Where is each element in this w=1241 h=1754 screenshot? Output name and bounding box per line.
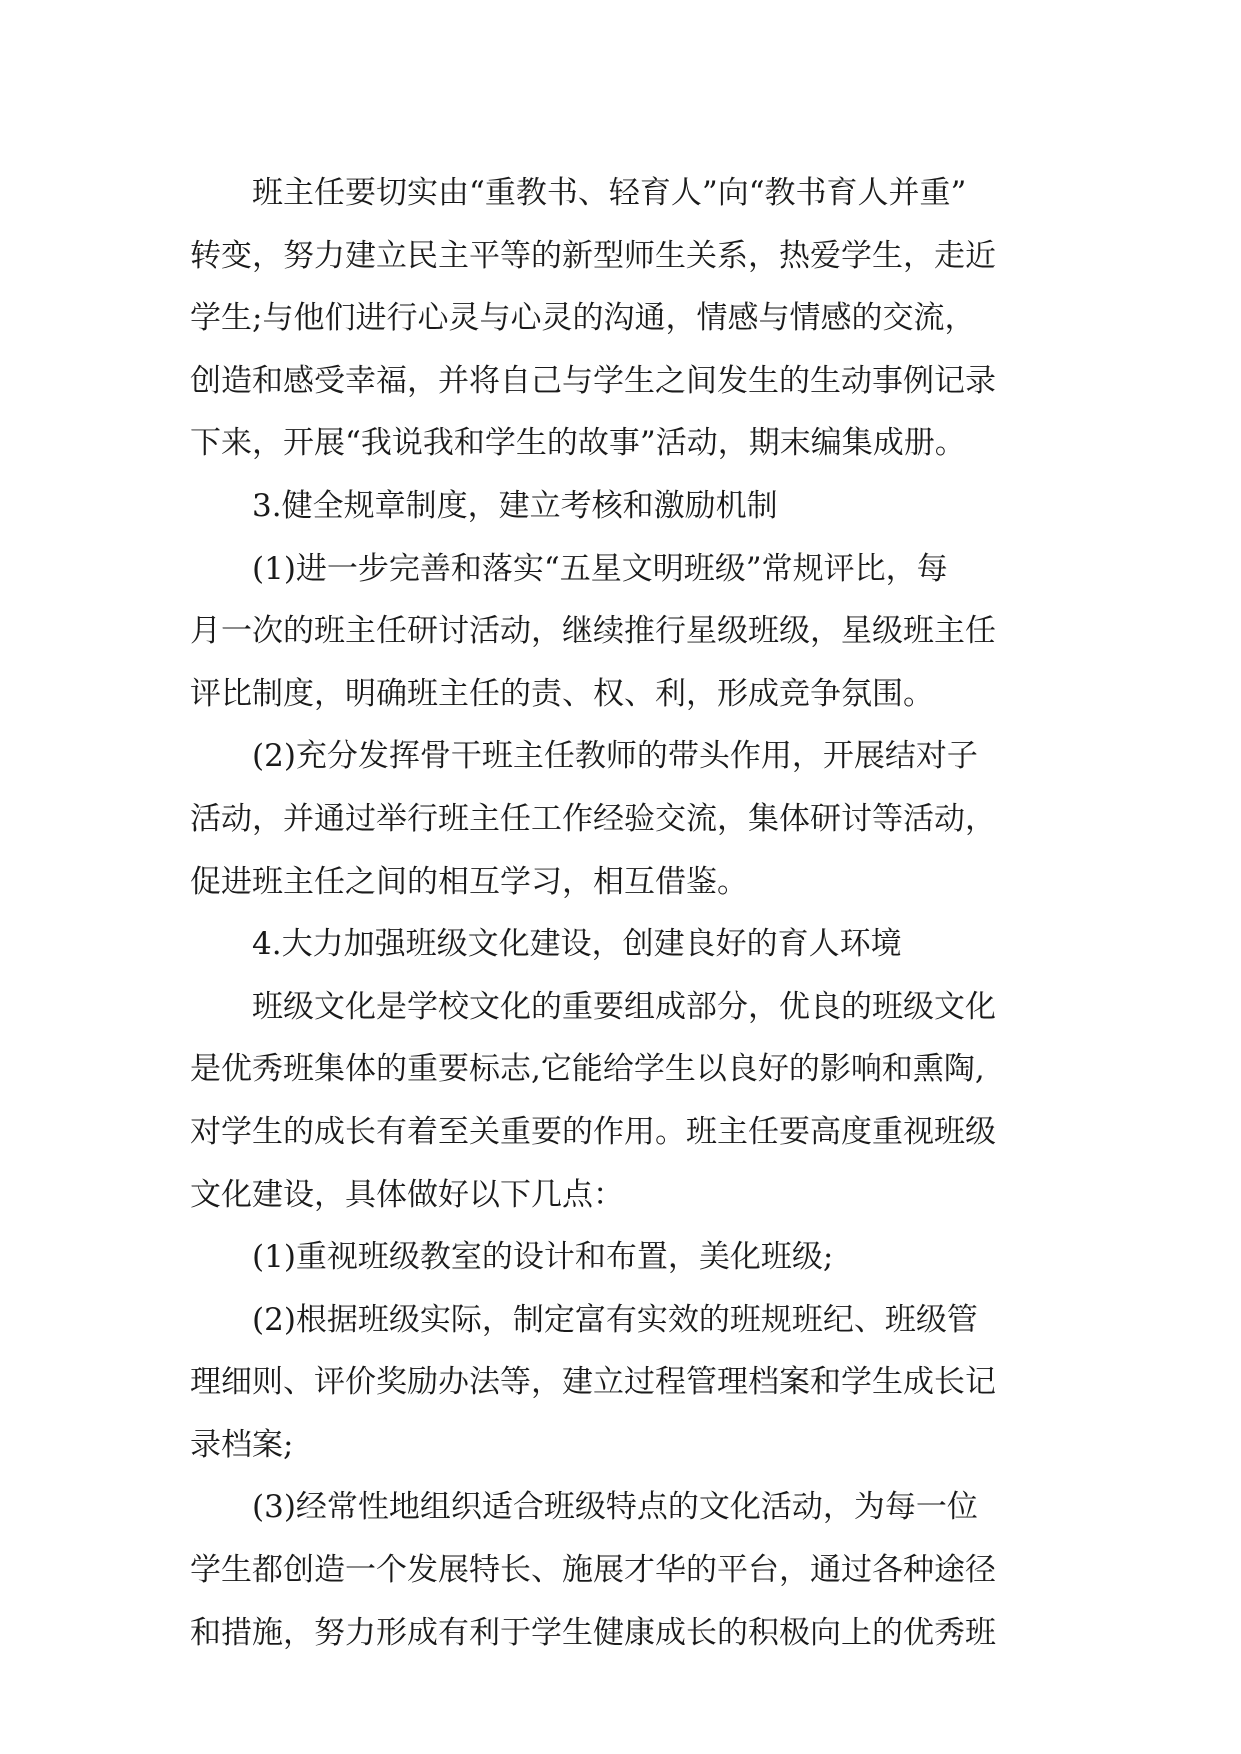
text-line: 学生都创造一个发展特长、施展才华的平台，通过各种途径 bbox=[190, 1552, 996, 1589]
text-line: 理细则、评价奖励办法等，建立过程管理档案和学生成长记 bbox=[190, 1364, 996, 1401]
text-line: 月一次的班主任研讨活动，继续推行星级班级，星级班主任 bbox=[190, 613, 996, 650]
text-line: (1)进一步完善和落实“五星文明班级”常规评比，每 bbox=[252, 550, 948, 587]
text-line: 活动，并通过举行班主任工作经验交流，集体研讨等活动， bbox=[190, 800, 996, 837]
text-line: 和措施，努力形成有利于学生健康成长的积极向上的优秀班 bbox=[190, 1614, 996, 1651]
text-line: 录档案; bbox=[190, 1426, 294, 1463]
text-line: (1)重视班级教室的设计和布置，美化班级; bbox=[252, 1239, 834, 1276]
text-line: 班主任要切实由“重教书、轻育人”向“教书育人并重” bbox=[252, 175, 967, 211]
text-line: 是优秀班集体的重要标志,它能给学生以良好的影响和熏陶, bbox=[190, 1051, 985, 1088]
text-line: 创造和感受幸福，并将自己与学生之间发生的生动事例记录 bbox=[190, 362, 996, 399]
text-line: 学生;与他们进行心灵与心灵的沟通，情感与情感的交流， bbox=[190, 300, 976, 337]
text-line: 评比制度，明确班主任的责、权、利，形成竞争氛围。 bbox=[190, 675, 934, 712]
text-line: (2)充分发挥骨干班主任教师的带头作用，开展结对子 bbox=[252, 738, 978, 775]
document-body bbox=[190, 162, 1052, 1664]
text-line: (3)经常性地组织适合班级特点的文化活动，为每一位 bbox=[252, 1489, 978, 1526]
text-line: 对学生的成长有着至关重要的作用。班主任要高度重视班级 bbox=[190, 1113, 996, 1150]
text-line: 促进班主任之间的相互学习，相互借鉴。 bbox=[190, 863, 748, 900]
text-line: 下来，开展“我说我和学生的故事”活动，期末编集成册。 bbox=[190, 425, 966, 462]
text-line: 3.健全规章制度，建立考核和激励机制 bbox=[252, 487, 778, 524]
text-line: (2)根据班级实际，制定富有实效的班规班纪、班级管 bbox=[252, 1301, 978, 1338]
text-line: 文化建设，具体做好以下几点： bbox=[190, 1176, 624, 1213]
text-line: 4.大力加强班级文化建设，创建良好的育人环境 bbox=[252, 926, 902, 963]
text-line: 班级文化是学校文化的重要组成部分，优良的班级文化 bbox=[252, 988, 996, 1025]
text-line: 转变，努力建立民主平等的新型师生关系，热爱学生，走近 bbox=[190, 237, 996, 274]
